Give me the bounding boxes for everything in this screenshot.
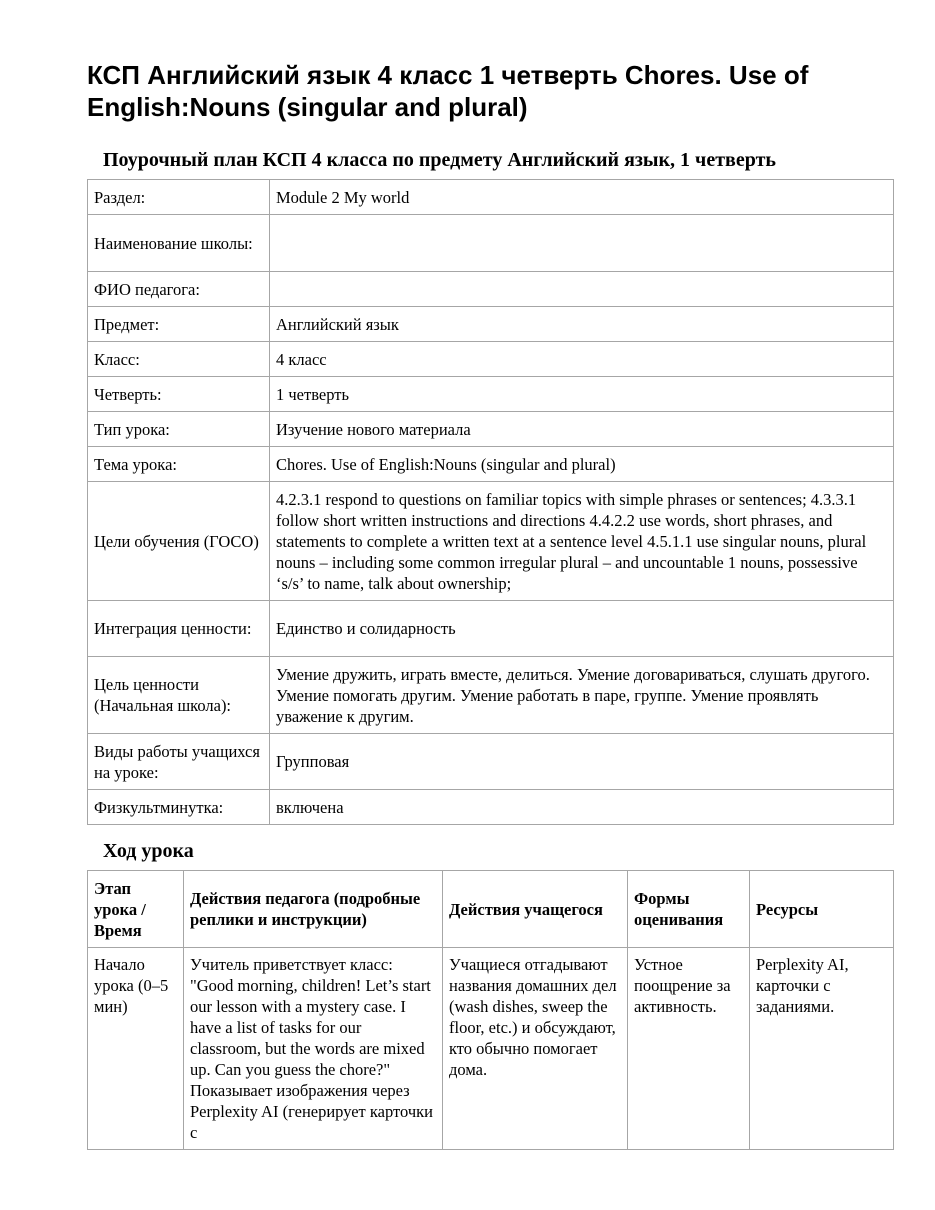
stage-cell: Начало урока (0–5 мин) bbox=[88, 948, 184, 1150]
info-label: Виды работы учащихся на уроке: bbox=[88, 734, 270, 790]
info-value bbox=[270, 215, 894, 272]
table-row bbox=[88, 180, 894, 215]
table-row bbox=[88, 412, 894, 447]
info-value: 4.2.3.1 respond to questions on familiar topics with simple phrases or sentences; 4.3.3.1 follow short written instructions and directions 4.4.2.2 use words, short phrases, and statements to complete a written text at a sentence level 4.5.1.1 use singular nouns, plural nouns – including some common irregular plural – and uncountable 1 nouns, possessive ‘s/s’ to name, talk about ownership; bbox=[270, 482, 894, 601]
table-row bbox=[88, 377, 894, 412]
info-value: Изучение нового материала bbox=[270, 412, 894, 447]
info-value: 4 класс bbox=[270, 342, 894, 377]
table-row bbox=[88, 307, 894, 342]
column-header-teacher: Действия педагога (подробные реплики и инструкции) bbox=[184, 871, 443, 948]
info-label: Цель ценности (Начальная школа): bbox=[88, 657, 270, 734]
info-label: Тема урока: bbox=[88, 447, 270, 482]
info-label: Тип урока: bbox=[88, 412, 270, 447]
table-row bbox=[88, 790, 894, 825]
table-row bbox=[88, 657, 894, 734]
table-header-row bbox=[88, 871, 894, 948]
lesson-flow-table bbox=[87, 870, 894, 1150]
teacher-actions-cell: Учитель приветствует класс: "Good morning, children! Let’s start our lesson with a mystery case. I have a list of tasks for our classroom, but the words are mixed up. Can you guess the chore?" Показывает изображения через Perplexity AI (генерирует карточки с bbox=[184, 948, 443, 1150]
document-title: КСП Английский язык 4 класс 1 четверть Chores. Use of English:Nouns (singular and plural) bbox=[87, 60, 809, 122]
info-value: Module 2 My world bbox=[270, 180, 894, 215]
column-header-student: Действия учащегося bbox=[443, 871, 628, 948]
lesson-heading: Ход урока bbox=[103, 840, 194, 862]
info-value: Умение дружить, играть вместе, делиться. Умение договариваться, слушать другого. Умение помогать другим. Умение работать в паре, группе. Умение проявлять уважение к другим. bbox=[270, 657, 894, 734]
info-label: Раздел: bbox=[88, 180, 270, 215]
info-label: ФИО педагога: bbox=[88, 272, 270, 307]
info-value bbox=[270, 272, 894, 307]
info-value: Единство и солидарность bbox=[270, 601, 894, 657]
student-actions-cell: Учащиеся отгадывают названия домашних дел (wash dishes, sweep the floor, etc.) и обсуждают, кто обычно помогает дома. bbox=[443, 948, 628, 1150]
info-value: 1 четверть bbox=[270, 377, 894, 412]
table-row bbox=[88, 482, 894, 601]
table-row bbox=[88, 215, 894, 272]
info-label: Наименование школы: bbox=[88, 215, 270, 272]
info-label: Класс: bbox=[88, 342, 270, 377]
info-value: Английский язык bbox=[270, 307, 894, 342]
column-header-assessment: Формы оценивания bbox=[628, 871, 750, 948]
table-row bbox=[88, 734, 894, 790]
table-row bbox=[88, 447, 894, 482]
column-header-stage: Этап урока / Время bbox=[88, 871, 184, 948]
plan-heading: Поурочный план КСП 4 класса по предмету Английский язык, 1 четверть bbox=[103, 149, 776, 171]
table-row bbox=[88, 342, 894, 377]
resources-cell: Perplexity AI, карточки с заданиями. bbox=[750, 948, 894, 1150]
info-label: Предмет: bbox=[88, 307, 270, 342]
table-row bbox=[88, 948, 894, 1150]
lesson-info-table bbox=[87, 179, 894, 825]
table-row bbox=[88, 601, 894, 657]
column-header-resources: Ресурсы bbox=[750, 871, 894, 948]
assessment-cell: Устное поощрение за активность. bbox=[628, 948, 750, 1150]
info-label: Цели обучения (ГОСО) bbox=[88, 482, 270, 601]
info-label: Физкультминутка: bbox=[88, 790, 270, 825]
info-value: включена bbox=[270, 790, 894, 825]
info-value: Chores. Use of English:Nouns (singular and plural) bbox=[270, 447, 894, 482]
table-row bbox=[88, 272, 894, 307]
info-label: Четверть: bbox=[88, 377, 270, 412]
info-value: Групповая bbox=[270, 734, 894, 790]
info-label: Интеграция ценности: bbox=[88, 601, 270, 657]
